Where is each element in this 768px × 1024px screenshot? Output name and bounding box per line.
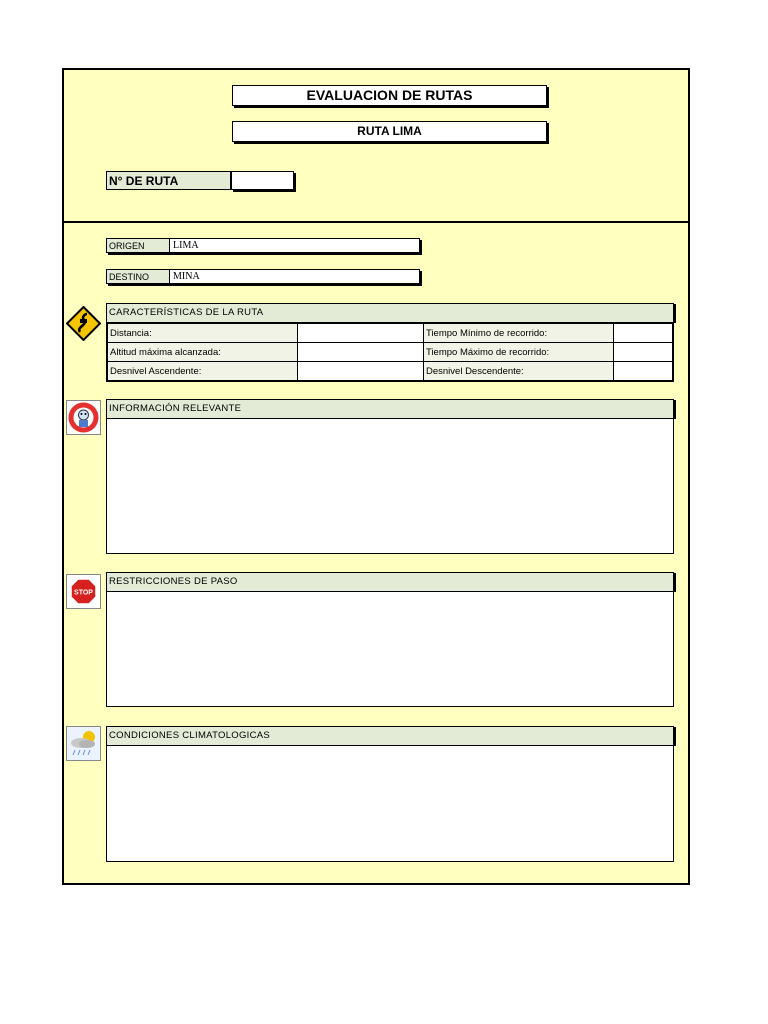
weather-conditions-header (107, 727, 673, 746)
ascent-field[interactable] (298, 362, 424, 381)
weather-conditions-section (106, 726, 674, 862)
route-number-field[interactable] (231, 171, 294, 190)
info-mascot-icon (66, 400, 101, 435)
relevant-info-field[interactable] (107, 419, 673, 552)
pass-restrictions-header (107, 573, 673, 592)
weather-conditions-field[interactable] (107, 746, 673, 860)
weather-cloud-icon (66, 726, 101, 761)
descent-field[interactable] (614, 362, 673, 381)
header-divider (64, 221, 688, 223)
pass-restrictions-section (106, 572, 674, 707)
origin-field[interactable]: LIMA (173, 240, 199, 251)
route-evaluation-sheet (62, 68, 690, 885)
weather-conditions-title: CONDICIONES CLIMATOLOGICAS (109, 730, 271, 741)
min-time-field[interactable] (614, 324, 673, 343)
relevant-info-section (106, 399, 674, 554)
svg-text:STOP: STOP (74, 589, 93, 597)
route-number-label: N° DE RUTA (106, 171, 231, 190)
distance-field[interactable] (298, 324, 424, 343)
relevant-info-title: INFORMACIÓN RELEVANTE (109, 403, 242, 414)
destination-row (106, 269, 420, 284)
table-row (108, 343, 673, 362)
min-time-label: Tiempo Mínimo de recorrido: (424, 324, 614, 343)
route-characteristics-title: CARACTERÍSTICAS DE LA RUTA (109, 307, 264, 318)
ascent-label: Desnivel Ascendente: (108, 362, 298, 381)
stop-sign-icon (66, 574, 101, 609)
route-subtitle: RUTA LIMA (232, 121, 547, 142)
max-altitude-field[interactable] (298, 343, 424, 362)
pass-restrictions-title: RESTRICCIONES DE PASO (109, 576, 238, 587)
route-characteristics-table (107, 323, 673, 381)
route-characteristics-section (106, 303, 674, 382)
origin-row (106, 238, 420, 253)
relevant-info-header (107, 400, 673, 419)
table-row (108, 324, 673, 343)
route-characteristics-header (107, 304, 673, 323)
max-time-label: Tiempo Máximo de recorrido: (424, 343, 614, 362)
page-title: EVALUACION DE RUTAS (232, 85, 547, 106)
destination-label: DESTINO (107, 270, 170, 283)
max-time-field[interactable] (614, 343, 673, 362)
winding-road-sign-icon (66, 306, 101, 341)
table-row (108, 362, 673, 381)
max-altitude-label: Altitud máxima alcanzada: (108, 343, 298, 362)
descent-label: Desnivel Descendente: (424, 362, 614, 381)
destination-field[interactable]: MINA (173, 271, 200, 282)
distance-label: Distancia: (108, 324, 298, 343)
pass-restrictions-field[interactable] (107, 592, 673, 705)
origin-label: ORIGEN (107, 239, 170, 252)
